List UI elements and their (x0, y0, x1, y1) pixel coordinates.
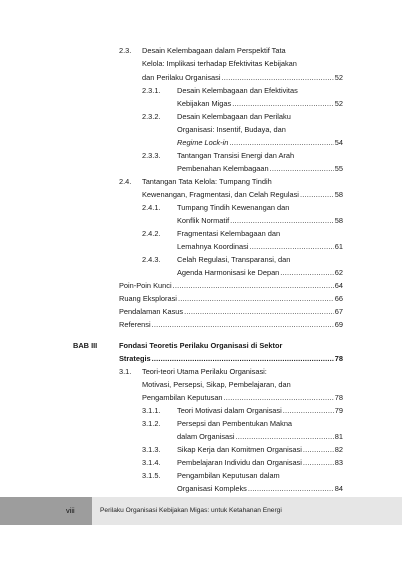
toc-entry-text: Kelola: Implikasi terhadap Efektivitas Kebijakan (142, 59, 297, 68)
toc-entry-text: Lemahnya Koordinasi (177, 242, 249, 251)
toc-entry-leader[interactable] (119, 307, 343, 317)
toc-entry-text: Motivasi, Persepsi, Sikap, Pembelajaran, dan (142, 380, 291, 389)
toc-entry-leader[interactable] (119, 320, 343, 330)
toc-entry-text: Fragmentasi Kelembagaan dan (177, 229, 281, 238)
toc-entry-text: Sikap Kerja dan Komitmen Organisasi (177, 445, 302, 454)
toc-page-number: 84 (334, 484, 343, 493)
footer-page-tab (0, 497, 92, 525)
toc-entry-text: Kebijakan Migas (177, 99, 232, 108)
toc-page-number: 55 (334, 164, 343, 173)
toc-number: 3.1.5. (142, 471, 161, 480)
toc-number: 3.1.4. (142, 458, 161, 467)
toc-entry-text: Poin-Poin Kunci (119, 281, 172, 290)
toc-entry-text: Tantangan Tata Kelola: Tumpang Tindih (142, 177, 272, 186)
toc-page-number: 62 (334, 268, 343, 277)
toc-entry-leader[interactable] (119, 354, 343, 364)
toc-entry-text: Konflik Normatif (177, 216, 230, 225)
toc-number: 2.3. (119, 46, 132, 55)
toc-entry-leader[interactable] (142, 73, 343, 83)
toc-entry-text: Referensi (119, 320, 151, 329)
chapter-title: Fondasi Teoretis Perilaku Organisasi di Sektor (119, 341, 283, 350)
toc-page-number: 52 (334, 99, 343, 108)
toc-entry-text: Pendalaman Kasus (119, 307, 184, 316)
toc-entry-text: Persepsi dan Pembentukan Makna (177, 419, 293, 428)
toc-entry-text: dan Perilaku Organisasi (142, 73, 221, 82)
toc-entry-text: Tumpang Tindih Kewenangan dan (177, 203, 290, 212)
toc-number: 2.3.3. (142, 151, 161, 160)
toc-number: 2.4. (119, 177, 132, 186)
toc-page-number: 54 (334, 138, 343, 147)
toc-page-number: 61 (334, 242, 343, 251)
toc-page-number: 78 (334, 393, 343, 402)
toc-entry-text: Pengambilan Keputusan (142, 393, 223, 402)
toc-number: 3.1.2. (142, 419, 161, 428)
toc-number: 2.4.2. (142, 229, 161, 238)
toc-number: 3.1.3. (142, 445, 161, 454)
toc-entry-leader[interactable] (119, 281, 343, 291)
toc-entry-leader[interactable] (177, 458, 343, 468)
footer-book-title: Perilaku Organisasi Kebijakan Migas: untuk Ketahanan Energi (100, 507, 282, 514)
toc-page-number: 58 (334, 190, 343, 199)
toc-entry-leader[interactable] (177, 242, 343, 252)
chapter-label: BAB III (73, 341, 98, 350)
toc-entry-text: Strategis (119, 354, 151, 363)
toc-number: 2.4.1. (142, 203, 161, 212)
toc-page-number: 66 (334, 294, 343, 303)
toc-entry-leader[interactable] (177, 268, 343, 278)
toc-entry-text: Desain Kelembagaan dan Efektivitas (177, 86, 298, 95)
toc-entry-text: Teori-teori Utama Perilaku Organisasi: (142, 367, 267, 376)
toc-entry-text: Regime Lock-in (177, 138, 229, 147)
toc-entry-leader[interactable] (177, 138, 343, 148)
toc-entry-text: Kewenangan, Fragmentasi, dan Celah Regulasi (142, 190, 299, 199)
toc-page-number: 79 (334, 406, 343, 415)
toc-entry-leader[interactable] (142, 393, 343, 403)
toc-number: 2.3.2. (142, 112, 161, 121)
toc-entry-text: Pembenahan Kelembagaan (177, 164, 269, 173)
toc-entry-leader[interactable] (177, 216, 343, 226)
toc-entry-text: Desain Kelembagaan dalam Perspektif Tata (142, 46, 286, 55)
toc-page-number: 83 (334, 458, 343, 467)
toc-number: 2.3.1. (142, 86, 161, 95)
toc-entry-text: Desain Kelembagaan dan Perilaku (177, 112, 291, 121)
toc-page-number: 81 (334, 432, 343, 441)
toc-entry-text: dalam Organisasi (177, 432, 235, 441)
toc-entry-text: Teori Motivasi dalam Organisasi (177, 406, 282, 415)
toc-number: 2.4.3. (142, 255, 161, 264)
toc-entry-leader[interactable] (177, 99, 343, 109)
toc-entry-leader[interactable] (177, 432, 343, 442)
toc-number: 3.1.1. (142, 406, 161, 415)
toc-page-number: 82 (334, 445, 343, 454)
toc-entry-leader[interactable] (177, 164, 343, 174)
toc-entry-text: Pengambilan Keputusan dalam (177, 471, 280, 480)
toc-entry-text: Tantangan Transisi Energi dan Arah (177, 151, 295, 160)
footer-page-number: viii (66, 506, 75, 515)
toc-page-number: 58 (334, 216, 343, 225)
toc-entry-leader[interactable] (119, 294, 343, 304)
toc-page-number: 78 (334, 354, 343, 363)
toc-page-number: 52 (334, 73, 343, 82)
toc-entry-text: Agenda Harmonisasi ke Depan (177, 268, 280, 277)
toc-entry-text: Celah Regulasi, Transparansi, dan (177, 255, 291, 264)
toc-page-number: 69 (334, 320, 343, 329)
toc-entry-leader[interactable] (177, 406, 343, 416)
toc-page-number: 64 (334, 281, 343, 290)
toc-number: 3.1. (119, 367, 132, 376)
toc-entry-text: Organisasi Kompleks (177, 484, 247, 493)
toc-page-number: 67 (334, 307, 343, 316)
toc-entry-text: Ruang Eksplorasi (119, 294, 177, 303)
toc-entry-text: Organisasi: Insentif, Budaya, dan (177, 125, 286, 134)
toc-entry-leader[interactable] (142, 190, 343, 200)
toc-entry-leader[interactable] (177, 445, 343, 455)
toc-entry-text: Pembelajaran Individu dan Organisasi (177, 458, 302, 467)
toc-entry-leader[interactable] (177, 484, 343, 494)
